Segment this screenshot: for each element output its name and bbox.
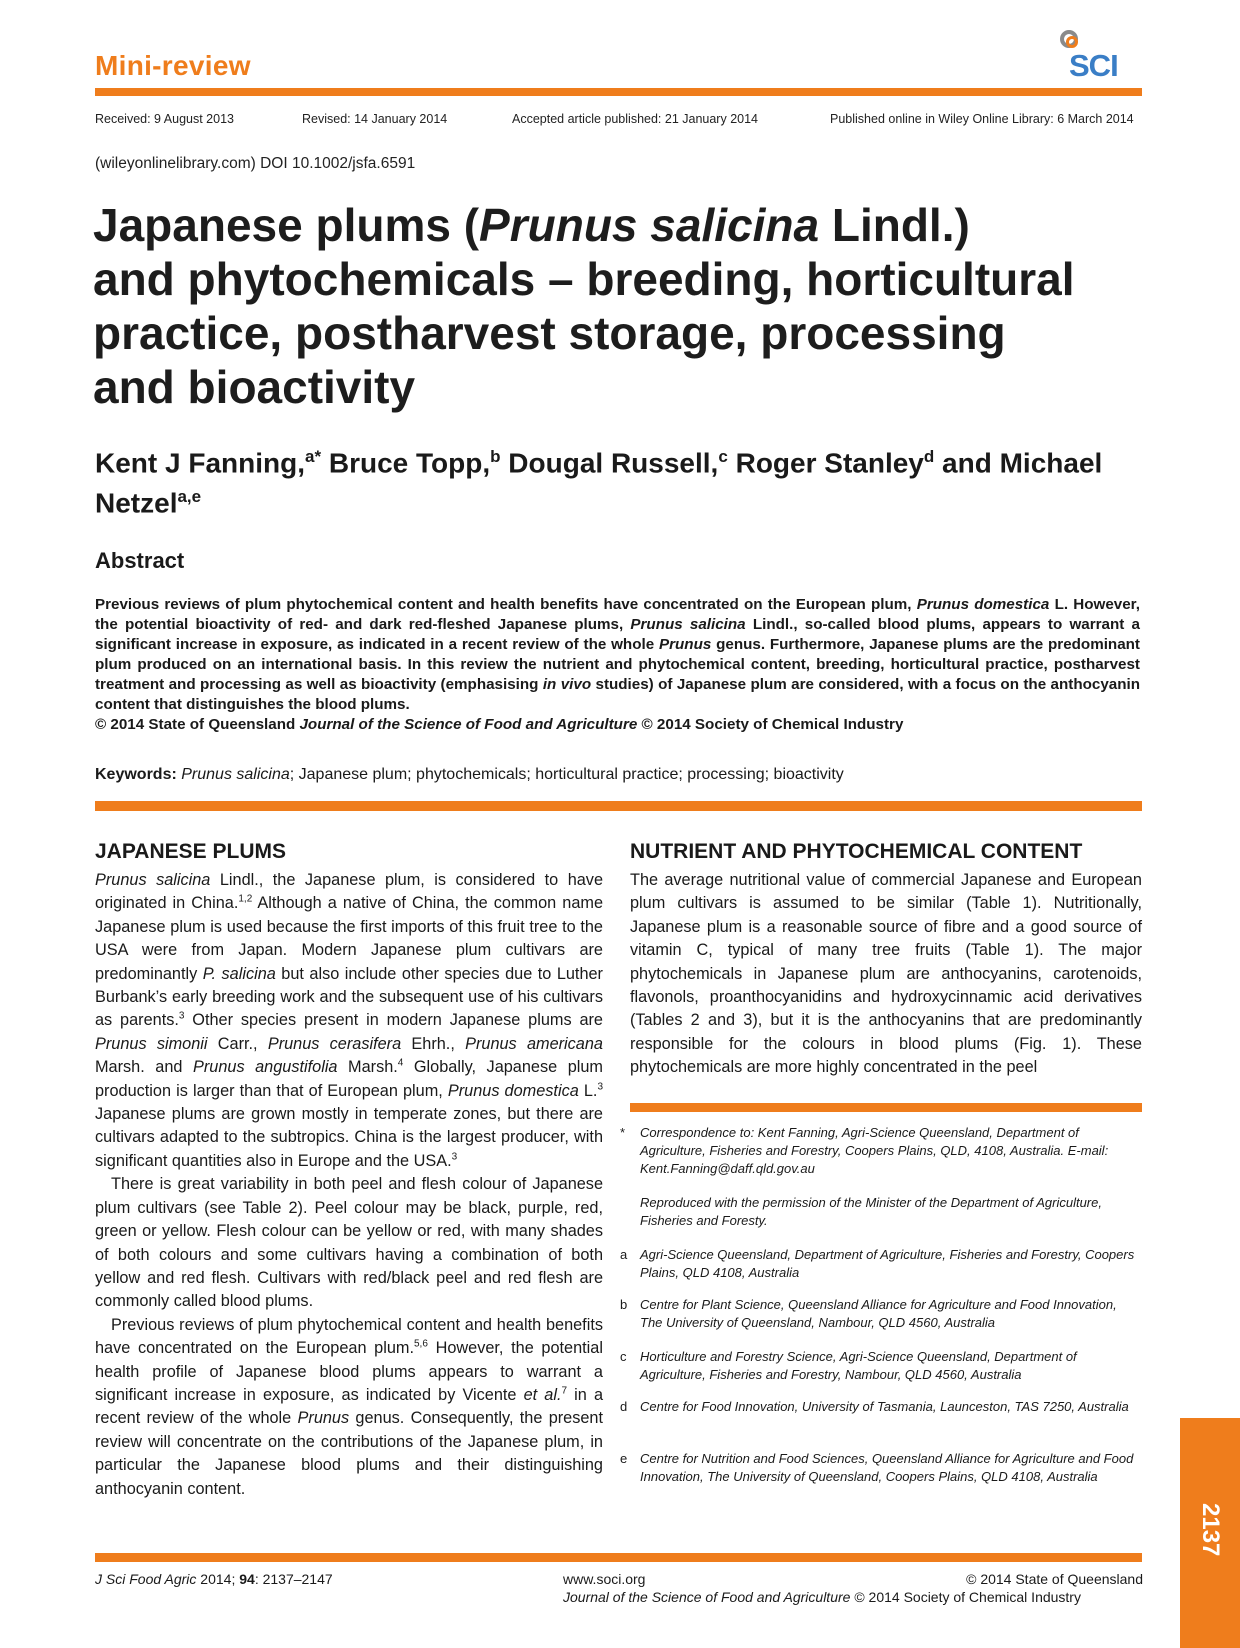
footnote-text: Centre for Plant Science, Queensland Alliance for Agriculture and Food Innovation, The University of Queensland, Nambour, QLD 4560, Australia: [640, 1297, 1117, 1330]
doi: (wileyonlinelibrary.com) DOI 10.1002/jsfa.6591: [95, 155, 416, 172]
copyright-state: © 2014 State of Queensland: [966, 1571, 1143, 1587]
footnote-text: Agri-Science Queensland, Department of Agriculture, Fisheries and Forestry, Coopers Plains, QLD 4108, Australia: [640, 1247, 1135, 1280]
abstract-body: Previous reviews of plum phytochemical content and health benefits have concentrated on the European plum, Prunus domestica L. However, the potential bioactivity of red- and dark red-fleshed Japanese plums, Prunus salicina Lindl., so-called blood plums, appears to warrant a significant increase in exposure, as indicated in a recent review of the whole Prunus genus. Furthermore, Japanese plums are the predominant plum produced on an international basis. In this review the nutrient and phytochemical content, breeding, horticultural practice, postharvest treatment and processing as well as bioactivity (emphasising in vivo studies) of Japanese plum are considered, with a focus on the anthocyanin content that distinguishes the blood plums. © 2014 State of Queensland Journal of the Science of Food and Agriculture © 2014 Society of Chemical Industry: [95, 596, 1140, 733]
authors: Kent J Fanning,$^{a*}$ Bruce Topp,$^b$ Dougal Russell,$^c$ Roger Stanley$^d$ and Michael Netzel$^{a,e}$: [95, 447, 1103, 519]
japanese-plums-heading: JAPANESE PLUMS: [95, 840, 286, 863]
footnote-text: Horticulture and Forestry Science, Agri-Science Queensland, Department of Agriculture, Fisheries and Forestry, Nambour, QLD 4560, Australia: [640, 1349, 1077, 1382]
footnote-text: Correspondence to: Kent Fanning, Agri-Science Queensland, Department of Agriculture, Fisheries and Forestry, Coopers Plains, QLD, 4108, Australia. E-mail: Kent.Fanning@daff.qld.gov.au: [640, 1125, 1109, 1176]
footnote-mark: e: [620, 1451, 628, 1466]
footnote-mark: c: [620, 1349, 627, 1364]
footnote-mark: *: [620, 1125, 626, 1140]
header-rule: [95, 88, 1142, 96]
revised-date: Revised: 14 January 2014: [302, 112, 448, 126]
page-number: 2137: [1197, 1503, 1224, 1557]
left-paragraph-3: Previous reviews of plum phytochemical content and health benefits have concentrated on the European plum.$^{5,6}$ However, the potential health profile of Japanese blood plums appears to warrant a significant increase in exposure, as indicated by Vicente et al.$^7$ in a recent review of the whole Prunus genus. Consequently, the present review will concentrate on the contributions of the Japanese plum, in particular the Japanese blood plums and their distinguishing anthocyanin content.: [95, 1315, 604, 1498]
accepted-date: Accepted article published: 21 January 2014: [512, 112, 758, 126]
right-paragraph-1: The average nutritional value of commercial Japanese and European plum cultivars is assumed to be similar (Table 1). Nutritionally, Japanese plum is a reasonable source of fibre and a good source of vitamin C, typical of many tree fruits (Table 1). The major phytochemicals in Japanese plum are anthocyanins, carotenoids, flavonols, proanthocyanidins and hydroxycinnamic acid derivatives (Tables 2 and 3), but it is the anthocyanins that are predominantly responsible for the colours in blood plums (Fig. 1). These phytochemicals are more highly concentrated in the peel: [630, 871, 1142, 1077]
footnote-text: Reproduced with the permission of the Minister of the Department of Agriculture, Fisheries and Foresty.: [640, 1195, 1102, 1228]
left-paragraph-1: Prunus salicina Lindl., the Japanese plum, is considered to have originated in China.$^{1,2}$ Although a native of China, the common name Japanese plum is used because the first imports of this fruit tree to the USA were from Japan. Modern Japanese plum cultivars are predominantly P. salicina but also include other species due to Luther Burbank’s early breeding work and the subsequent use of his cultivars as parents.$^3$ Other species present in modern Japanese plums are Prunus simonii Carr., Prunus cerasifera Ehrh., Prunus americana Marsh. and Prunus angustifolia Marsh.$^4$ Globally, Japanese plum production is larger than that of European plum, Prunus domestica L.$^3$ Japanese plums are grown mostly in temperate zones, but there are cultivars adapted to the subtropics. China is the largest producer, with significant quantities also in Europe and the USA.$^3$: [95, 871, 603, 1170]
footnote-rule: [630, 1103, 1142, 1112]
footnote-text: Centre for Food Innovation, University of Tasmania, Launceston, TAS 7250, Australia: [640, 1399, 1129, 1414]
citation-ref[interactable]: 3: [451, 1151, 458, 1163]
citation-ref[interactable]: 5,6: [413, 1338, 428, 1350]
citation-ref[interactable]: 1,2: [238, 893, 253, 905]
section-label: Mini-review: [95, 50, 251, 81]
citation-ref[interactable]: 4: [397, 1057, 404, 1069]
right-column-body: [630, 869, 1142, 1080]
footnote-mark: d: [620, 1399, 628, 1414]
left-column-body: [95, 869, 603, 1501]
article-title: Japanese plums (Prunus salicina Lindl.) and phytochemicals – breeding, horticultural practice, postharvest storage, processing and bioactivity: [93, 199, 1075, 413]
abstract-rule: [95, 801, 1142, 811]
footnote-c: [620, 1348, 1142, 1384]
footnote-d: [620, 1398, 1142, 1416]
received-date: Received: 9 August 2013: [95, 112, 234, 126]
footnote-correspondence: [620, 1124, 1142, 1178]
journal-citation: J Sci Food Agric 2014; 94: 2137–2147: [95, 1571, 333, 1587]
footnote-text: Centre for Nutrition and Food Sciences, Queensland Alliance for Agriculture and Food Innovation, The University of Queensland, Coopers Plains, QLD 4108, Australia: [640, 1451, 1134, 1484]
keywords: Keywords: Prunus salicina; Japanese plum; phytochemicals; horticultural practice; processing; bioactivity: [95, 766, 844, 783]
footnote-b: [620, 1296, 1142, 1332]
footnote-permission: [640, 1194, 1142, 1230]
sci-logo: [1060, 28, 1142, 84]
footnote-a: [620, 1246, 1142, 1282]
published-date: Published online in Wiley Online Library: 6 March 2014: [830, 112, 1134, 126]
footer-rule: [95, 1553, 1142, 1562]
citation-ref[interactable]: 3: [597, 1081, 603, 1093]
logo-ring-accent-icon: [1066, 36, 1078, 48]
journal-url[interactable]: www.soci.org: [563, 1571, 646, 1587]
citation-ref[interactable]: 7: [561, 1385, 568, 1397]
footnote-mark: b: [620, 1297, 628, 1312]
logo-text: SCI: [1069, 48, 1118, 83]
left-paragraph-2: There is great variability in both peel and flesh colour of Japanese plum cultivars (see Table 2). Peel colour may be black, purple, red, green or yellow. Flesh colour can be yellow or red, with many shades of both colours and some cultivars having a combination of both yellow and red flesh. Cultivars with red/black peel and red flesh are commonly called blood plums.: [95, 1175, 603, 1311]
abstract-heading: Abstract: [95, 548, 185, 573]
citation-ref[interactable]: 3: [178, 1011, 185, 1023]
footnote-mark: a: [620, 1247, 628, 1262]
footnote-e: [620, 1450, 1142, 1486]
page-number-tab: [1180, 1418, 1240, 1648]
footer-right: www.soci.org © 2014 State of Queensland Journal of the Science of Food and Agriculture © 2014 Society of Chemical Industry: [563, 1571, 1143, 1605]
nutrient-heading: NUTRIENT AND PHYTOCHEMICAL CONTENT: [630, 840, 1083, 863]
